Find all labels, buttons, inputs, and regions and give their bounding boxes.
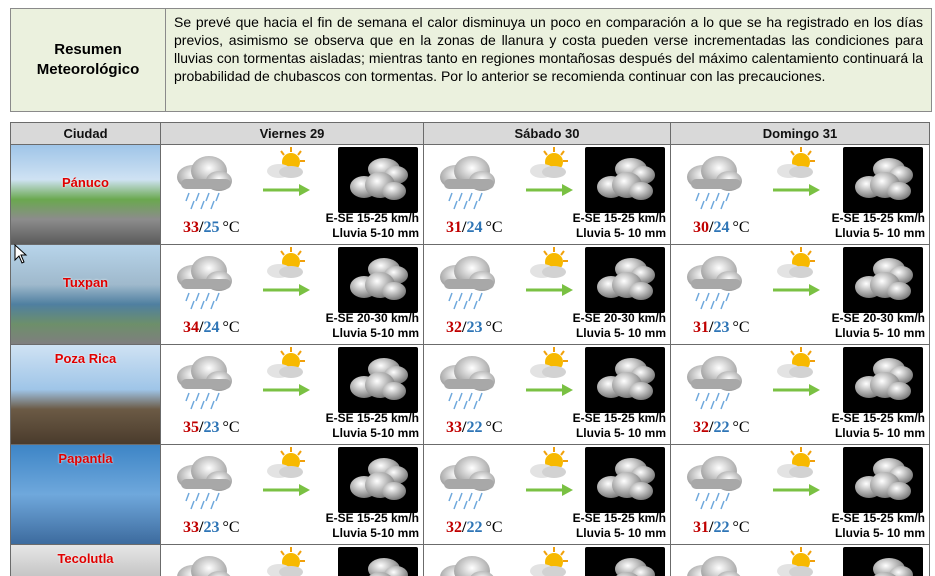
temperature [693,519,750,537]
forecast-cell [161,345,424,444]
forecast-cell [161,445,424,544]
rain-text: Lluvia 5- 10 mm [575,226,666,240]
rain-text: Lluvia 5- 10 mm [575,326,666,340]
table-header [11,123,929,145]
green-arrow-icon [771,383,821,397]
rain-text: Lluvia 5-10 mm [332,326,419,340]
temperature [183,319,240,337]
temp-unit: °C [485,419,503,436]
night-clouds-icon [843,147,923,213]
temp-separator: / [709,319,714,336]
forecast-cell [424,145,671,244]
temp-max: 30 [693,219,709,236]
temp-separator: / [709,519,714,536]
temp-min: 23 [466,319,483,336]
weather-summary [10,8,932,112]
header-day-1: Viernes 29 [161,123,424,144]
temp-separator: / [199,219,204,236]
temp-min: 23 [203,419,220,436]
forecast-cell [671,145,929,244]
temp-min: 25 [203,219,220,236]
forecast-table [10,122,930,576]
green-arrow-icon [261,483,311,497]
wind-rain-info [832,311,925,341]
city-name: Tecolutla [57,551,114,566]
rain-text: Lluvia 5- 10 mm [834,326,925,340]
sun-cloud-icon [524,445,572,481]
night-clouds-icon [585,247,665,313]
wind-rain-info [573,211,666,241]
rain-cloud-icon [681,551,745,576]
wind-text: E-SE 15-25 km/h [572,411,666,425]
temp-min: 22 [466,419,483,436]
rain-text: Lluvia 5- 10 mm [834,526,925,540]
temp-separator: / [462,419,467,436]
rain-cloud-icon [171,351,235,411]
sun-cloud-icon [261,245,309,281]
green-arrow-icon [771,283,821,297]
wind-text: E-SE 15-25 km/h [572,511,666,525]
temp-min: 22 [713,419,730,436]
city-name: Pánuco [62,175,109,190]
forecast-cell [161,245,424,344]
wind-text: E-SE 15-25 km/h [831,211,925,225]
rain-text: Lluvia 5-10 mm [332,426,419,440]
temp-min: 24 [466,219,483,236]
night-clouds-icon [338,447,418,513]
forecast-cell [671,545,929,576]
wind-rain-info [326,311,419,341]
summary-text: Se prevé que hacia el fin de semana el calor disminuya un poco en comparación a lo que se ha registrado en los días previos, asimismo se observa que en la zonas de llanura y costa pueden verse incrementadas las condiciones para lluvias con tormentas aisladas; mientras tanto en regiones montañosas después del máximo calentamiento continuará la probabilidad de chubascos con tormentas. Por lo anterior se recomienda continuar con las precauciones. [174,14,923,84]
city-photo [11,445,161,544]
wind-rain-info [832,511,925,541]
wind-text: E-SE 20-30 km/h [572,311,666,325]
rain-cloud-icon [681,451,745,511]
temp-max: 31 [446,219,462,236]
night-clouds-icon [338,347,418,413]
rain-cloud-icon [434,351,498,411]
rain-cloud-icon [434,451,498,511]
wind-text: E-SE 15-25 km/h [831,411,925,425]
temp-separator: / [199,319,204,336]
rain-cloud-icon [434,551,498,576]
night-clouds-icon [338,147,418,213]
city-photo [11,545,161,576]
temperature [183,419,240,437]
green-arrow-icon [261,283,311,297]
wind-text: E-SE 15-25 km/h [572,211,666,225]
wind-rain-info [573,511,666,541]
rain-cloud-icon [681,351,745,411]
green-arrow-icon [771,483,821,497]
wind-text: E-SE 20-30 km/h [831,311,925,325]
rain-cloud-icon [171,451,235,511]
temp-unit: °C [732,219,750,236]
table-row [11,545,929,576]
temp-max: 32 [693,419,709,436]
rain-text: Lluvia 5-10 mm [332,226,419,240]
temperature [446,319,503,337]
temp-separator: / [709,419,714,436]
wind-text: E-SE 15-25 km/h [325,211,419,225]
green-arrow-icon [261,183,311,197]
temp-separator: / [462,319,467,336]
temp-max: 31 [693,319,709,336]
sun-cloud-icon [261,145,309,181]
temp-unit: °C [485,219,503,236]
forecast-cell [424,445,671,544]
forecast-cell [424,245,671,344]
temp-separator: / [462,519,467,536]
city-photo [11,145,161,244]
forecast-cell [671,345,929,444]
temp-max: 33 [183,219,199,236]
wind-text: E-SE 20-30 km/h [325,311,419,325]
wind-rain-info [326,511,419,541]
temp-min: 23 [713,319,730,336]
wind-rain-info [326,411,419,441]
temp-separator: / [199,419,204,436]
city-name: Poza Rica [54,351,117,366]
temperature [446,219,503,237]
temp-max: 34 [183,319,199,336]
temp-unit: °C [222,319,240,336]
header-city: Ciudad [11,123,161,144]
sun-cloud-icon [261,545,309,576]
forecast-cell [671,445,929,544]
wind-rain-info [832,411,925,441]
wind-text: E-SE 15-25 km/h [325,411,419,425]
temp-separator: / [462,219,467,236]
temperature [183,219,240,237]
temp-unit: °C [222,219,240,236]
night-clouds-icon [585,447,665,513]
rain-text: Lluvia 5- 10 mm [834,226,925,240]
sun-cloud-icon [524,345,572,381]
temp-max: 35 [183,419,199,436]
temp-unit: °C [485,519,503,536]
night-clouds-icon [338,247,418,313]
temp-max: 33 [446,419,462,436]
forecast-cell [424,345,671,444]
night-clouds-icon [843,247,923,313]
wind-text: E-SE 15-25 km/h [325,511,419,525]
sun-cloud-icon [771,345,819,381]
temp-min: 24 [713,219,730,236]
night-clouds-icon [338,547,418,576]
city-photo [11,345,161,444]
temp-max: 33 [183,519,199,536]
night-clouds-icon [585,547,665,576]
temp-min: 23 [203,519,220,536]
temp-max: 32 [446,319,462,336]
wind-text: E-SE 15-25 km/h [831,511,925,525]
night-clouds-icon [843,347,923,413]
rain-cloud-icon [171,551,235,576]
summary-title: Resumen Meteorológico [11,9,166,111]
night-clouds-icon [585,347,665,413]
wind-rain-info [326,211,419,241]
sun-cloud-icon [771,245,819,281]
table-row [11,145,929,245]
temperature [693,219,750,237]
temp-max: 32 [446,519,462,536]
rain-cloud-icon [681,151,745,211]
green-arrow-icon [524,183,574,197]
table-row [11,245,929,345]
temperature [183,519,240,537]
forecast-cell [671,245,929,344]
night-clouds-icon [843,547,923,576]
sun-cloud-icon [771,445,819,481]
wind-rain-info [573,411,666,441]
green-arrow-icon [524,483,574,497]
forecast-cell [161,145,424,244]
temp-unit: °C [732,519,750,536]
green-arrow-icon [524,283,574,297]
table-row [11,345,929,445]
rain-text: Lluvia 5- 10 mm [834,426,925,440]
rain-cloud-icon [681,251,745,311]
sun-cloud-icon [261,345,309,381]
temp-unit: °C [732,419,750,436]
temp-separator: / [199,519,204,536]
rain-cloud-icon [171,251,235,311]
temp-min: 24 [203,319,220,336]
temp-unit: °C [222,419,240,436]
mouse-cursor-icon [14,244,28,264]
temp-min: 22 [713,519,730,536]
night-clouds-icon [585,147,665,213]
header-day-3: Domingo 31 [762,126,838,141]
night-clouds-icon [843,447,923,513]
sun-cloud-icon [261,445,309,481]
wind-rain-info [573,311,666,341]
temp-unit: °C [485,319,503,336]
temp-separator: / [709,219,714,236]
rain-text: Lluvia 5- 10 mm [575,526,666,540]
rain-cloud-icon [171,151,235,211]
temp-unit: °C [732,319,750,336]
sun-cloud-icon [524,245,572,281]
green-arrow-icon [261,383,311,397]
temperature [446,419,503,437]
temp-max: 31 [693,519,709,536]
sun-cloud-icon [771,545,819,576]
header-day-2: Sábado 30 [424,123,671,144]
temp-min: 22 [466,519,483,536]
sun-cloud-icon [524,545,572,576]
rain-cloud-icon [434,251,498,311]
rain-text: Lluvia 5-10 mm [332,526,419,540]
sun-cloud-icon [771,145,819,181]
green-arrow-icon [771,183,821,197]
wind-rain-info [832,211,925,241]
rain-cloud-icon [434,151,498,211]
table-row [11,445,929,545]
green-arrow-icon [524,383,574,397]
temperature [446,519,503,537]
temp-unit: °C [222,519,240,536]
temperature [693,419,750,437]
sun-cloud-icon [524,145,572,181]
city-photo [11,245,161,344]
forecast-cell [161,545,424,576]
rain-text: Lluvia 5- 10 mm [575,426,666,440]
city-name: Tuxpan [62,275,109,290]
temperature [693,319,750,337]
city-name: Papantla [58,451,113,466]
forecast-cell [424,545,671,576]
